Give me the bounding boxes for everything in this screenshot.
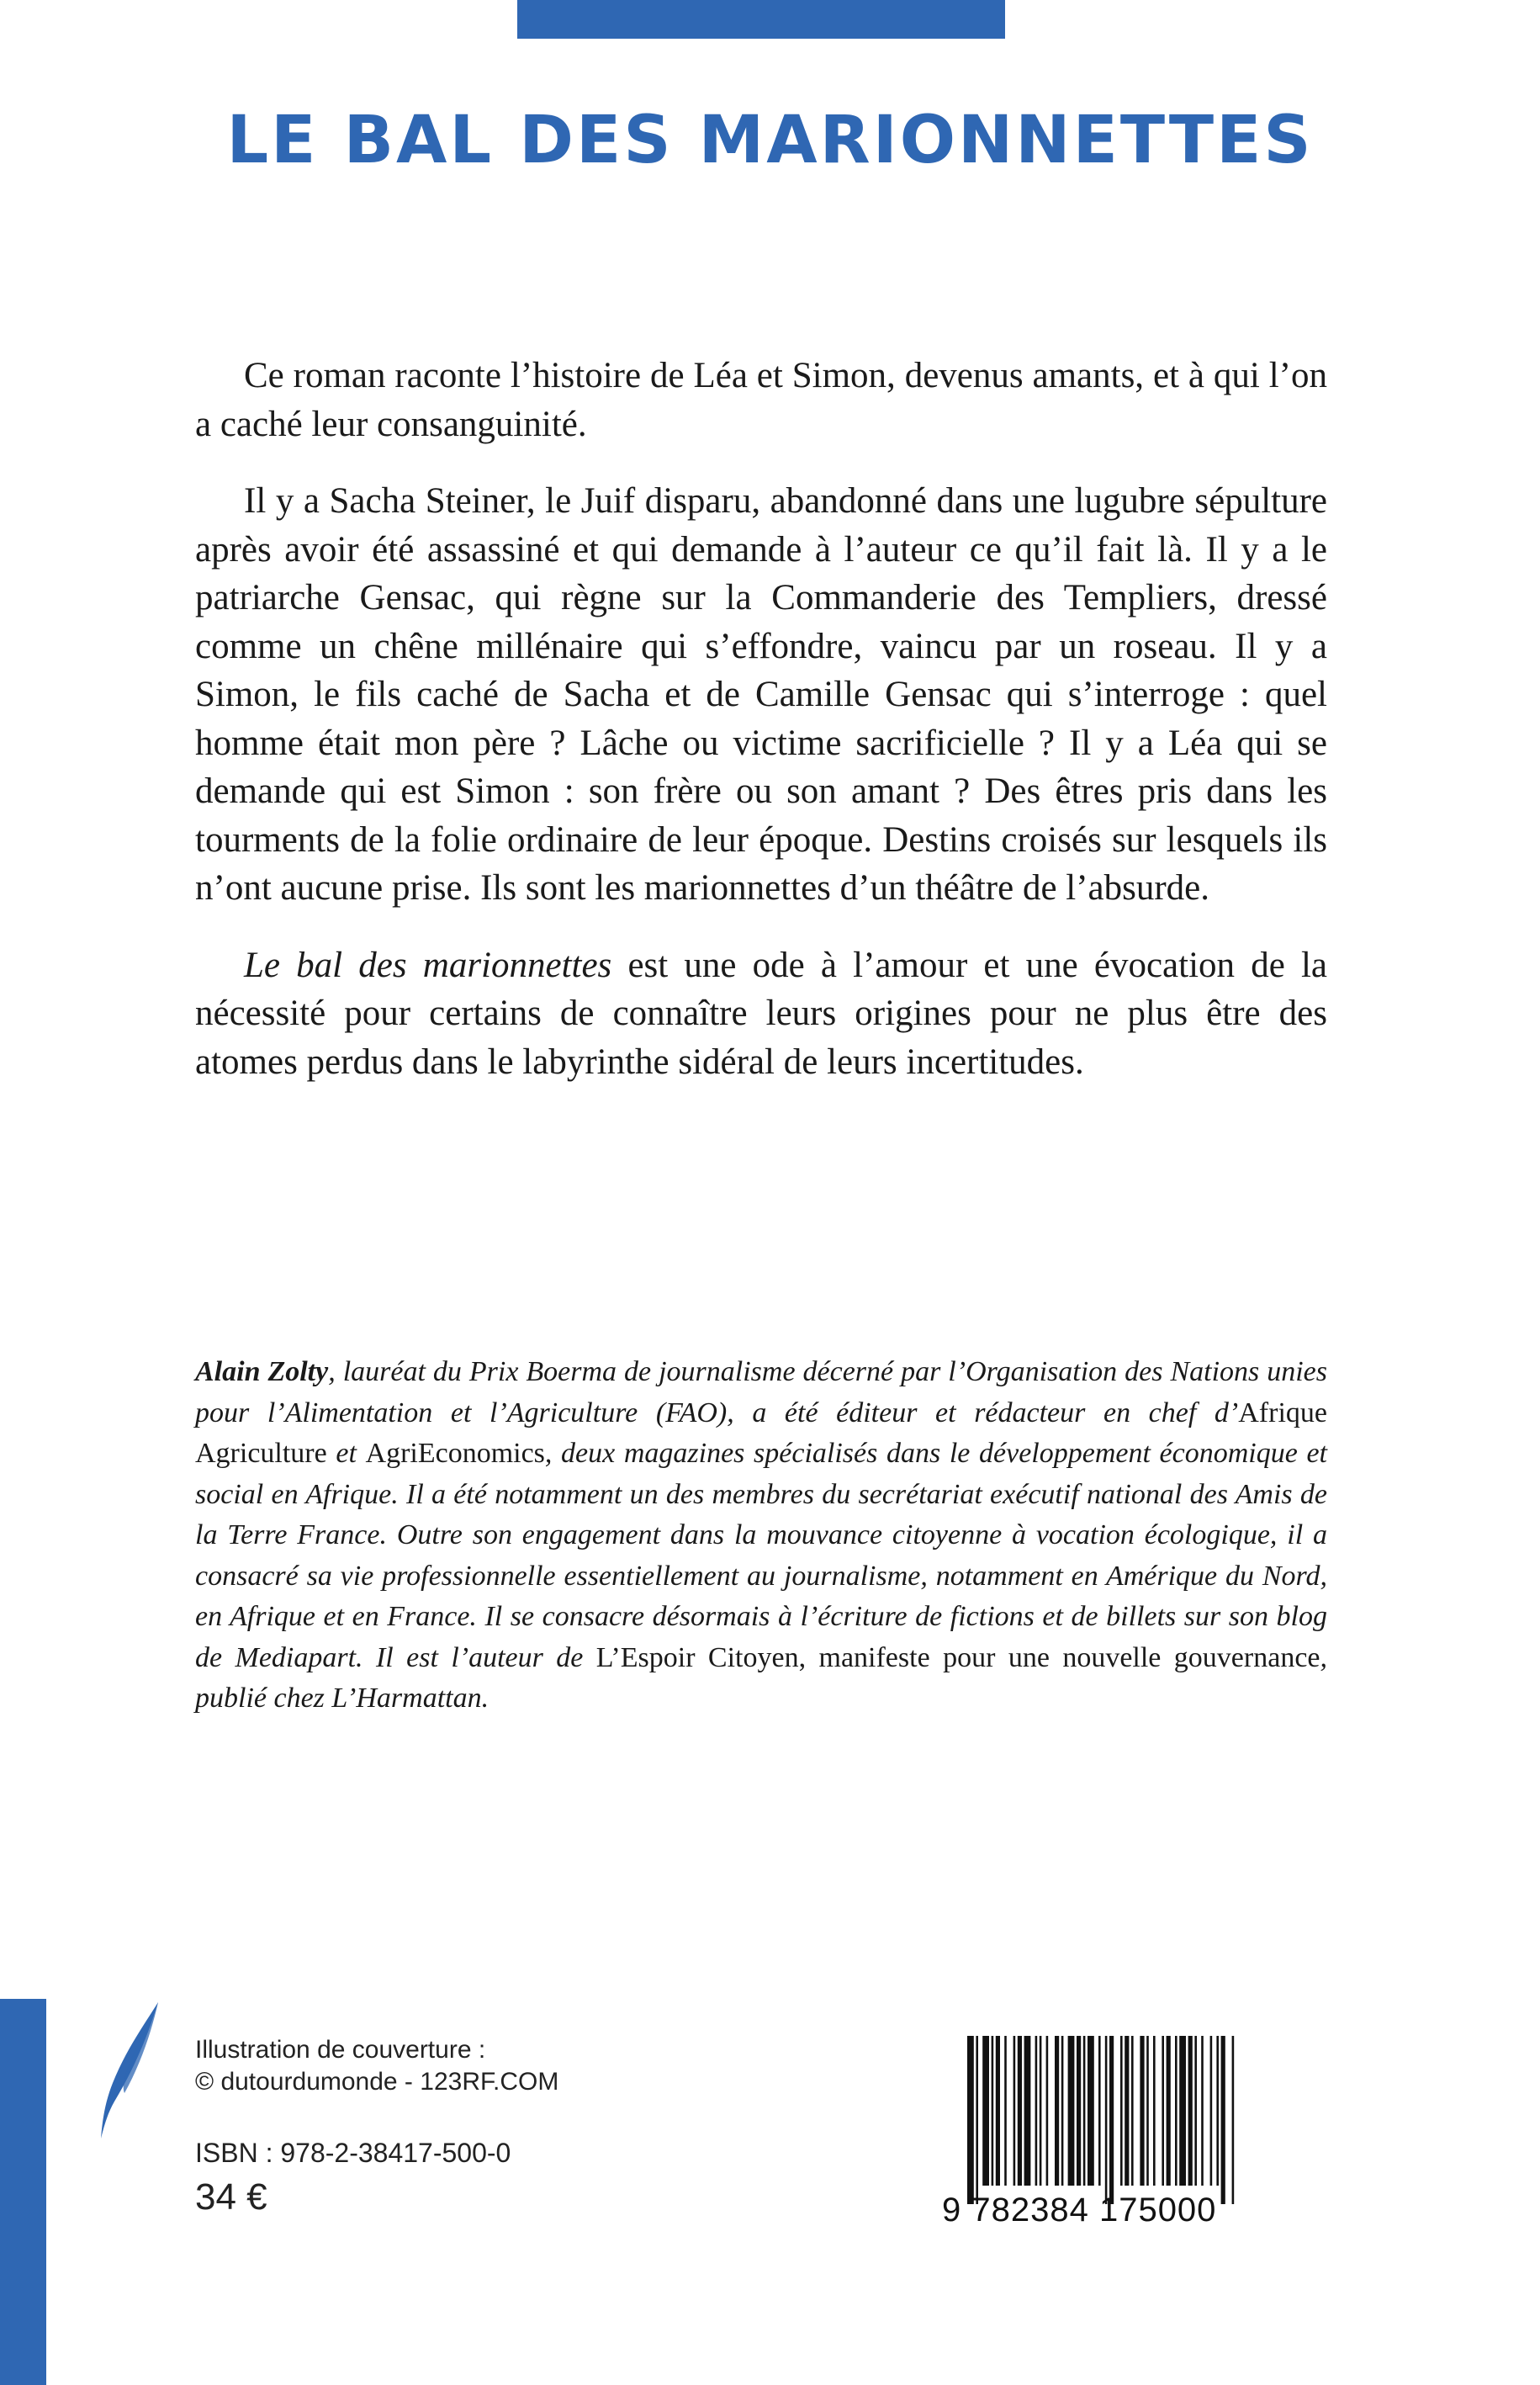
isbn: ISBN : 978-2-38417-500-0 bbox=[195, 2138, 511, 2168]
credit-line-1: Illustration de couverture : bbox=[195, 2036, 486, 2064]
summary-paragraph-3 bbox=[195, 941, 1327, 1087]
bio-text-4: , publié chez L’Harmattan. bbox=[195, 1641, 1327, 1714]
price: 34 € bbox=[195, 2176, 267, 2218]
book-title: LE BAL DES MARIONNETTES bbox=[226, 103, 1314, 178]
summary-book-title: Le bal des marionnettes bbox=[244, 945, 612, 985]
bio-text-1: , lauréat du Prix Boerma de journalisme décerné par l’Organisation des Nations unies pour l’Alimentation et l’Agriculture (FAO), a été éditeur et rédacteur en chef d’ bbox=[195, 1356, 1328, 1428]
top-accent-tab bbox=[517, 0, 1005, 39]
author-book-title: L’Espoir Citoyen, manifeste pour une nouvelle gouvernance bbox=[595, 1641, 1320, 1673]
magazine-2: AgriEconomics bbox=[365, 1438, 545, 1469]
feather-icon bbox=[93, 1999, 168, 2142]
summary-paragraph-1: Ce roman raconte l’histoire de Léa et Simon, devenus amants, et à qui l’on a caché leur consanguinité. bbox=[195, 356, 1327, 444]
author-bio bbox=[195, 1352, 1327, 1720]
summary-block bbox=[195, 352, 1327, 1115]
left-accent-bar bbox=[0, 1999, 46, 2385]
barcode-digits: 9 782384 175000 bbox=[942, 2192, 1217, 2229]
illustration-credit bbox=[195, 2034, 784, 2098]
magazine-1: Afrique Agriculture bbox=[195, 1397, 1327, 1469]
bio-text-2: et bbox=[326, 1438, 366, 1469]
bio-text-3: , deux magazines spécialisés dans le développement économique et social en Afrique. Il a été notamment un des membres du secrétariat exécutif national des Amis de la Terre France. Outre son engagement dans la mouvance citoyenne à vocation écologique, il a consacré sa vie professionnelle essentiellement au journalisme, notamment en Amérique du Nord, en Afrique et en France. Il se consacre désormais à l’écriture de fictions et de billets sur son blog de Mediapart. Il est l’auteur de bbox=[195, 1438, 1327, 1673]
author-name: Alain Zolty bbox=[195, 1356, 329, 1387]
author-bio-paragraph bbox=[195, 1352, 1327, 1720]
credit-line-2: © dutourdumonde - 123RF.COM bbox=[195, 2068, 559, 2096]
summary-paragraph-2: Il y a Sacha Steiner, le Juif disparu, abandonné dans une lugubre sépulture après avoir été assassiné et qui demande à l’auteur ce qu’il fait là. Il y a le patriarche Gensac, qui règne sur la Commanderie des Templiers, dressé comme un chêne millénaire qui s’effondre, vaincu par un roseau. Il y a Simon, le fils caché de Sacha et de Camille Gensac qui s’interroge : quel homme était mon père ? Lâche ou victime sacrificielle ? Il y a Léa qui se demande qui est Simon : son frère ou son amant ? Des êtres pris dans les tourments de la folie ordinaire de leur époque. Destins croisés sur lesquels ils n’ont aucune prise. Ils sont les marionnettes d’un théâtre de l’absurde. bbox=[195, 481, 1327, 908]
summary-paragraph-3-text: est une ode à l’amour et une évocation de la nécessité pour certains de connaître leurs origines pour ne plus être des atomes perdus dans le labyrinthe sidéral de leurs incertitudes. bbox=[195, 945, 1327, 1082]
